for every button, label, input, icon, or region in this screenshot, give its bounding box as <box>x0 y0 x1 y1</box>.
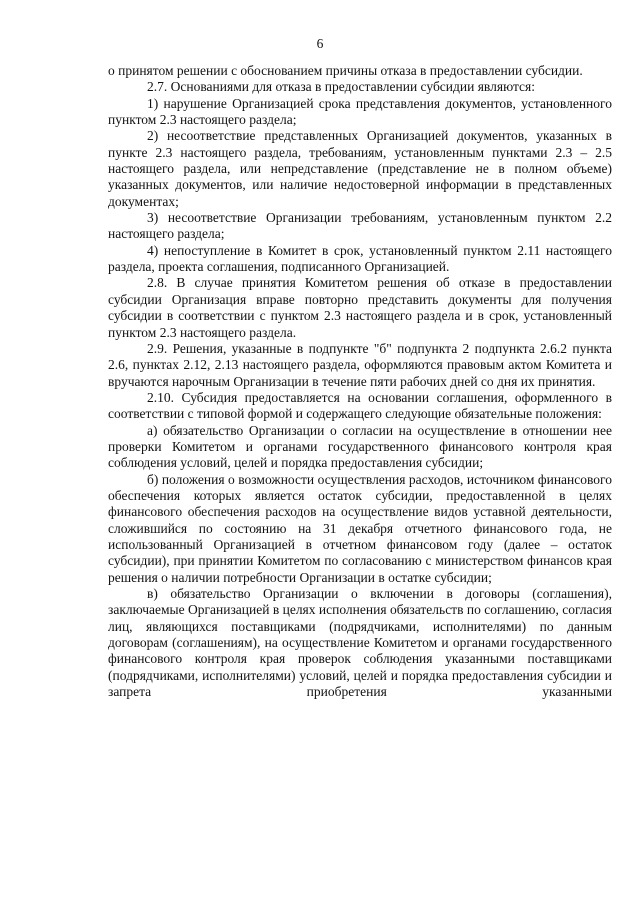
paragraph-2-9: 2.9. Решения, указанные в подпункте "б" подпункта 2 подпункта 2.6.2 пункта 2.6, пунктах 2.12, 2.13 настоящего раздела, оформляются правовым актом Комитета и вручаются нарочным Организации в течение пяти рабочих дней со дня их принятия. <box>108 340 612 389</box>
page-number: 6 <box>316 36 324 51</box>
paragraph-2-10-item-a: а) обязательство Организации о согласии на осуществление в отношении нее проверки Комитетом и органами государственного финансового контроля края соблюдения условий, целей и порядка предоставления субсидии; <box>108 422 612 471</box>
paragraph-2-10-item-v: в) обязательство Организации о включении в договоры (соглашения), заключаемые Организацией в целях исполнения обязательств по соглашению, согласия лиц, являющихся поставщиками (подрядчиками, исполнителями) по данным договорам (соглашениям), на осуществление Комитетом и органами государственного финансового контроля края проверок соблюдения указанными поставщиками (подрядчиками, исполнителями) условий, целей и порядка предоставления субсидии и запрета приобретения указанными <box>108 586 612 700</box>
paragraph-2-7-item-4: 4) непоступление в Комитет в срок, установленный пунктом 2.11 настоящего раздела, проекта соглашения, подписанного Организацией. <box>108 242 612 275</box>
paragraph-2-7: 2.7. Основаниями для отказа в предоставлении субсидии являются: <box>147 79 535 95</box>
paragraph-2-10: 2.10. Субсидия предоставляется на основании соглашения, оформленного в соответствии с типовой формой и содержащего следующие обязательные положения: <box>108 389 612 422</box>
paragraph-2-10-item-b: б) положения о возможности осуществления расходов, источником финансового обеспечения которых является остаток субсидии, предоставленной в целях финансового обеспечения расходов на осуществление видов уставной деятельности, сложившийся по состоянию на 31 декабря отчетного финансового года, не использованный Организацией в отчетном финансовом году (далее – остаток субсидии), при принятии Комитетом по согласованию с министерством финансов края решения о наличии потребности Организации в остатке субсидии; <box>108 471 612 585</box>
document-body <box>108 63 612 700</box>
paragraph-2-8: 2.8. В случае принятия Комитетом решения об отказе в предоставлении субсидии Организация вправе повторно представить документы для получения субсидии в соответствии с пунктом 2.3 настоящего раздела и в срок, установленный пунктом 2.3 настоящего раздела. <box>108 275 612 340</box>
paragraph-2-7-item-1: 1) нарушение Организацией срока представления документов, установленного пунктом 2.3 настоящего раздела; <box>108 95 612 128</box>
paragraph-continuation: о принятом решении с обоснованием причины отказа в предоставлении субсидии. <box>108 63 583 78</box>
paragraph-2-7-item-2: 2) несоответствие представленных Организацией документов, указанных в пункте 2.3 настоящего раздела, требованиям, установленным пунктами 2.3 – 2.5 настоящего раздела, или непредставление (представление не в полном объеме) указанных документов, или наличие недостоверной информации в представленных документах; <box>108 128 612 209</box>
paragraph-2-7-item-3: 3) несоответствие Организации требованиям, установленным пунктом 2.2 настоящего раздела; <box>108 210 612 242</box>
